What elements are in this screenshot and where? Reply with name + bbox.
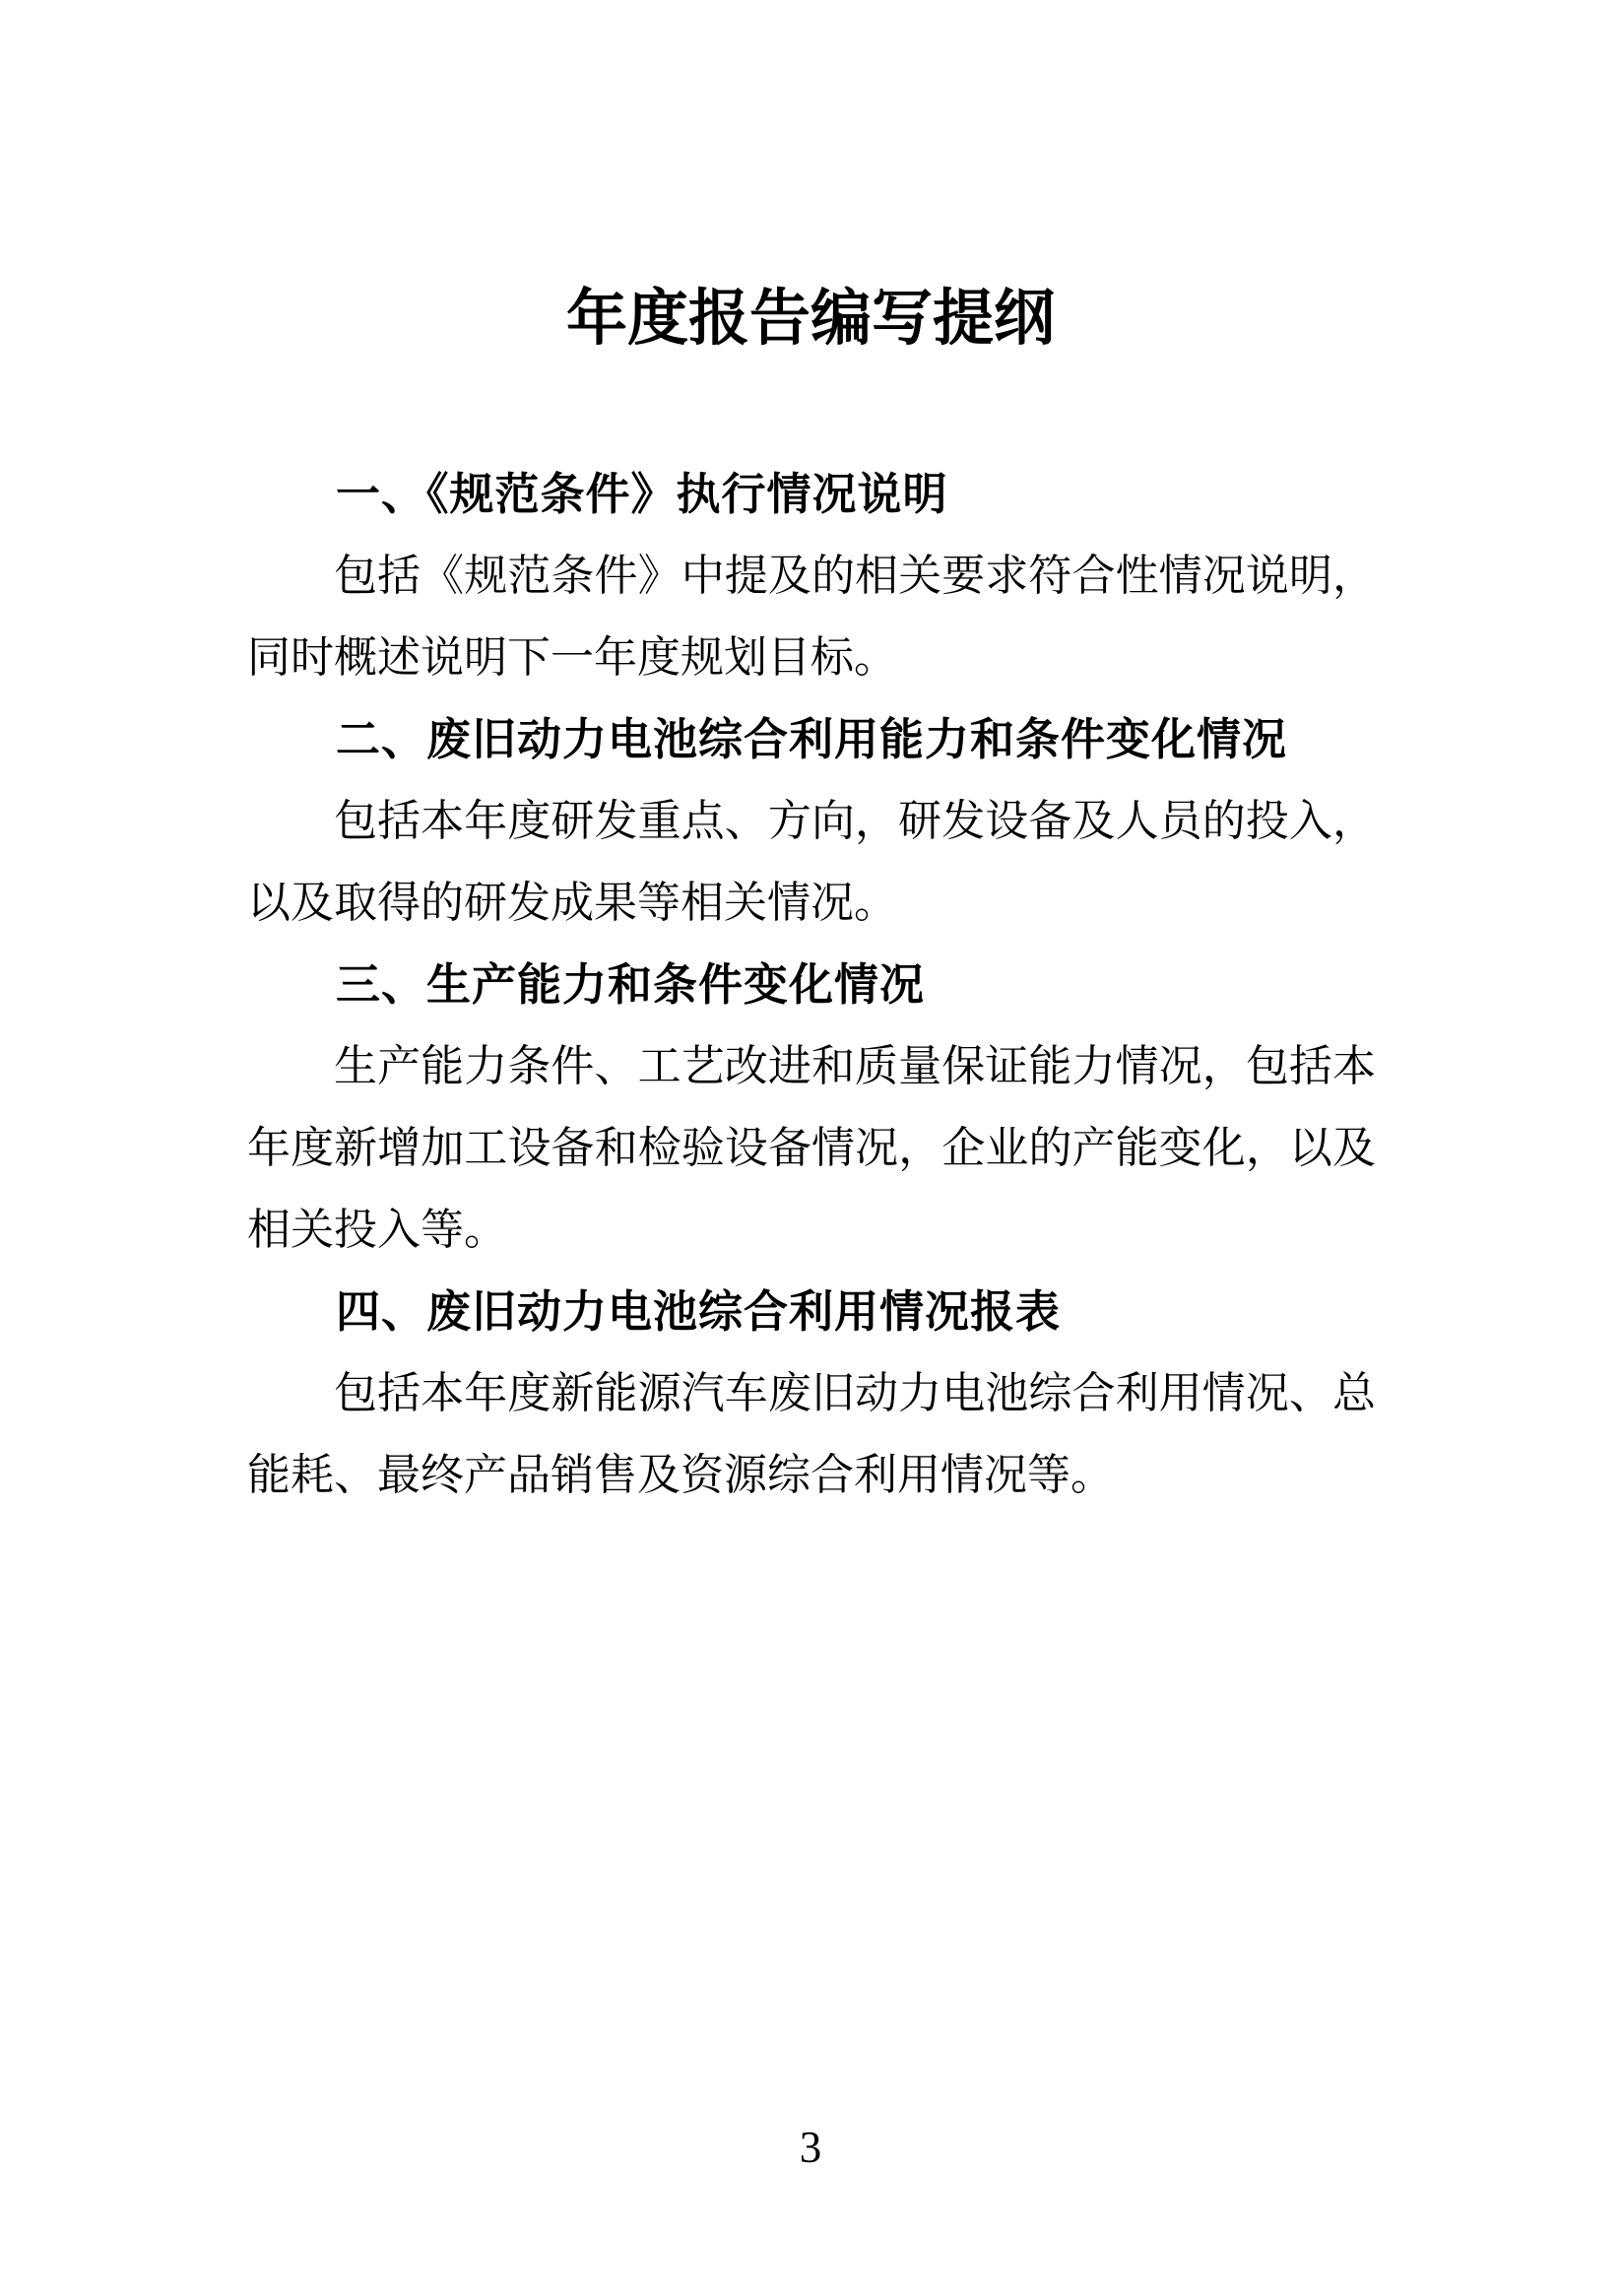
section-4 [247,1271,1376,1516]
section-2-paragraph: 包括本年度研发重点、方向，研发设备及人员的投入，以及取得的研发成果等相关情况。 [247,797,1376,927]
section-4-heading: 四、废旧动力电池综合利用情况报表 [336,1286,1062,1337]
section-3 [247,944,1376,1271]
section-1-heading: 一、《规范条件》执行情况说明 [336,469,948,519]
section-2 [247,698,1376,944]
document-title: 年度报告编写提纲 [565,286,1055,353]
document-body [247,453,1376,1516]
section-1-paragraph: 包括《规范条件》中提及的相关要求符合性情况说明，同时概述说明下一年度规划目标。 [247,552,1376,682]
section-3-paragraph: 生产能力条件、工艺改进和质量保证能力情况，包括本年度新增加工设备和检验设备情况，企业的产能变化，以及相关投入等。 [247,1042,1376,1254]
section-3-heading: 三、生产能力和条件变化情况 [336,959,926,1010]
section-4-paragraph: 包括本年度新能源汽车废旧动力电池综合利用情况、总能耗、最终产品销售及资源综合利用情况等。 [247,1369,1376,1499]
page-number: 3 [799,2123,822,2172]
section-1 [247,453,1376,698]
section-2-heading: 二、废旧动力电池综合利用能力和条件变化情况 [336,714,1288,764]
